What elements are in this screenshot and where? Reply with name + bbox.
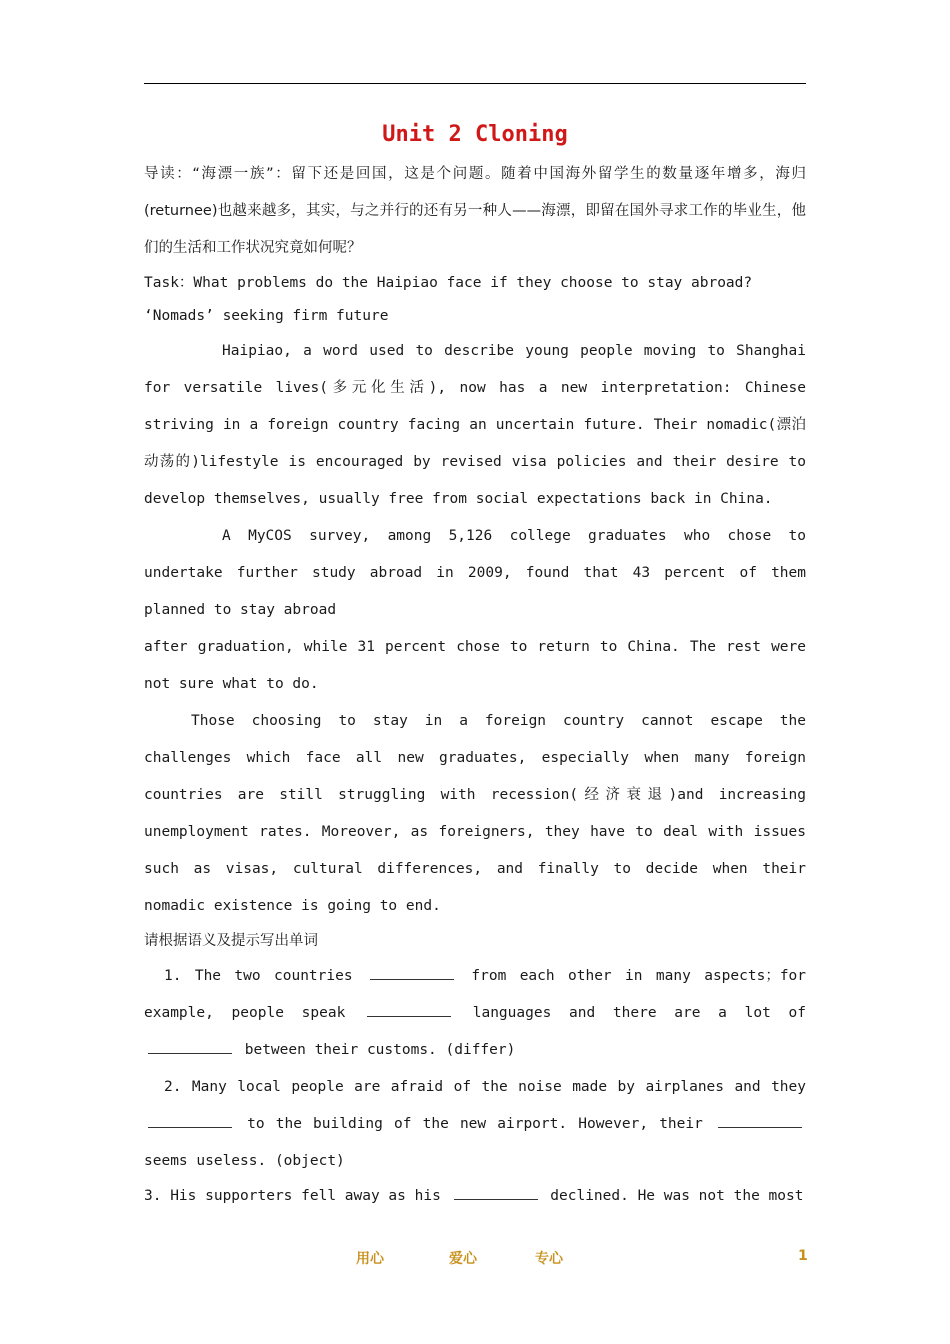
exercise-2-text-c: seems useless. (object) (144, 1153, 345, 1169)
exercise-heading: 请根据语义及提示写出单词 (144, 933, 318, 949)
answer-blank[interactable] (454, 1187, 538, 1200)
task-line: Task：What problems do the Haipiao face if they choose to stay abroad? (144, 275, 753, 291)
exercise-1-text-b: from each other in many aspects；for example, people speak (144, 968, 807, 1021)
article-subtitle: ‘Nomads’ seeking firm future (144, 308, 389, 324)
page-number: 1 (798, 1248, 808, 1264)
exercise-3-text-b: declined. He was not the most (550, 1188, 804, 1204)
exercise-3 (144, 1180, 806, 1213)
intro-paragraph: 导读：“海漂一族”：留下还是回国，这是个问题。随着中国海外留学生的数量逐年增多，海归(returnee)也越来越多，其实，与之并行的还有另一种人——海漂，即留在国外寻求工作的毕业生，他们的生活和工作状况究竟如何呢？ (144, 166, 806, 256)
article-paragraph-3: after graduation, while 31 percent chose to return to China. The rest were not sure what to do. (144, 639, 806, 692)
exercise-1-text-c: languages and there are a lot of (472, 1005, 806, 1021)
answer-blank[interactable] (367, 1004, 451, 1017)
footer-motto-1: 用心 (356, 1251, 384, 1267)
exercise-3-text-a: 3. His supporters fell away as his (144, 1188, 441, 1204)
article-paragraph-2: A MyCOS survey, among 5,126 college graduates who chose to undertake further study abroad in 2009, found that 43 percent of them planned to stay abroad (144, 528, 806, 618)
exercise-1 (144, 958, 806, 1069)
answer-blank[interactable] (370, 967, 454, 980)
footer-motto-2: 爱心 (449, 1251, 477, 1267)
answer-blank[interactable] (718, 1115, 802, 1128)
document-body (144, 156, 806, 1213)
exercise-1-text-a: 1. The two countries (164, 968, 353, 984)
article-paragraph-4: Those choosing to stay in a foreign country cannot escape the challenges which face all new graduates, especially when many foreign countries are still struggling with recession(经济衰退)and increasing unemployment rates. Moreover, as foreigners, they have to deal with issues such as visas, cultural differences, and finally to decide when their nomadic existence is going to end. (144, 713, 806, 914)
exercise-1-text-d: between their customs. (differ) (244, 1042, 516, 1058)
answer-blank[interactable] (148, 1115, 232, 1128)
page-footer (0, 1248, 950, 1268)
answer-blank[interactable] (148, 1041, 232, 1054)
exercise-2-text-b: to the building of the new airport. However, their (247, 1116, 703, 1132)
footer-motto-3: 专心 (535, 1251, 563, 1267)
exercise-2 (144, 1069, 806, 1180)
page-title: Unit 2 Cloning (382, 122, 568, 147)
exercise-2-text-a: 2. Many local people are afraid of the noise made by airplanes and they (164, 1079, 806, 1095)
article-paragraph-1: Haipiao, a word used to describe young people moving to Shanghai for versatile lives(多元化生活), now has a new interpretation: Chinese striving in a foreign country facing an uncertain future. Their nomadic(漂泊动荡的)lifestyle is encouraged by revised visa policies and their desire to develop themselves, usually free from social expectations back in China. (144, 343, 806, 507)
header-rule (144, 83, 806, 84)
